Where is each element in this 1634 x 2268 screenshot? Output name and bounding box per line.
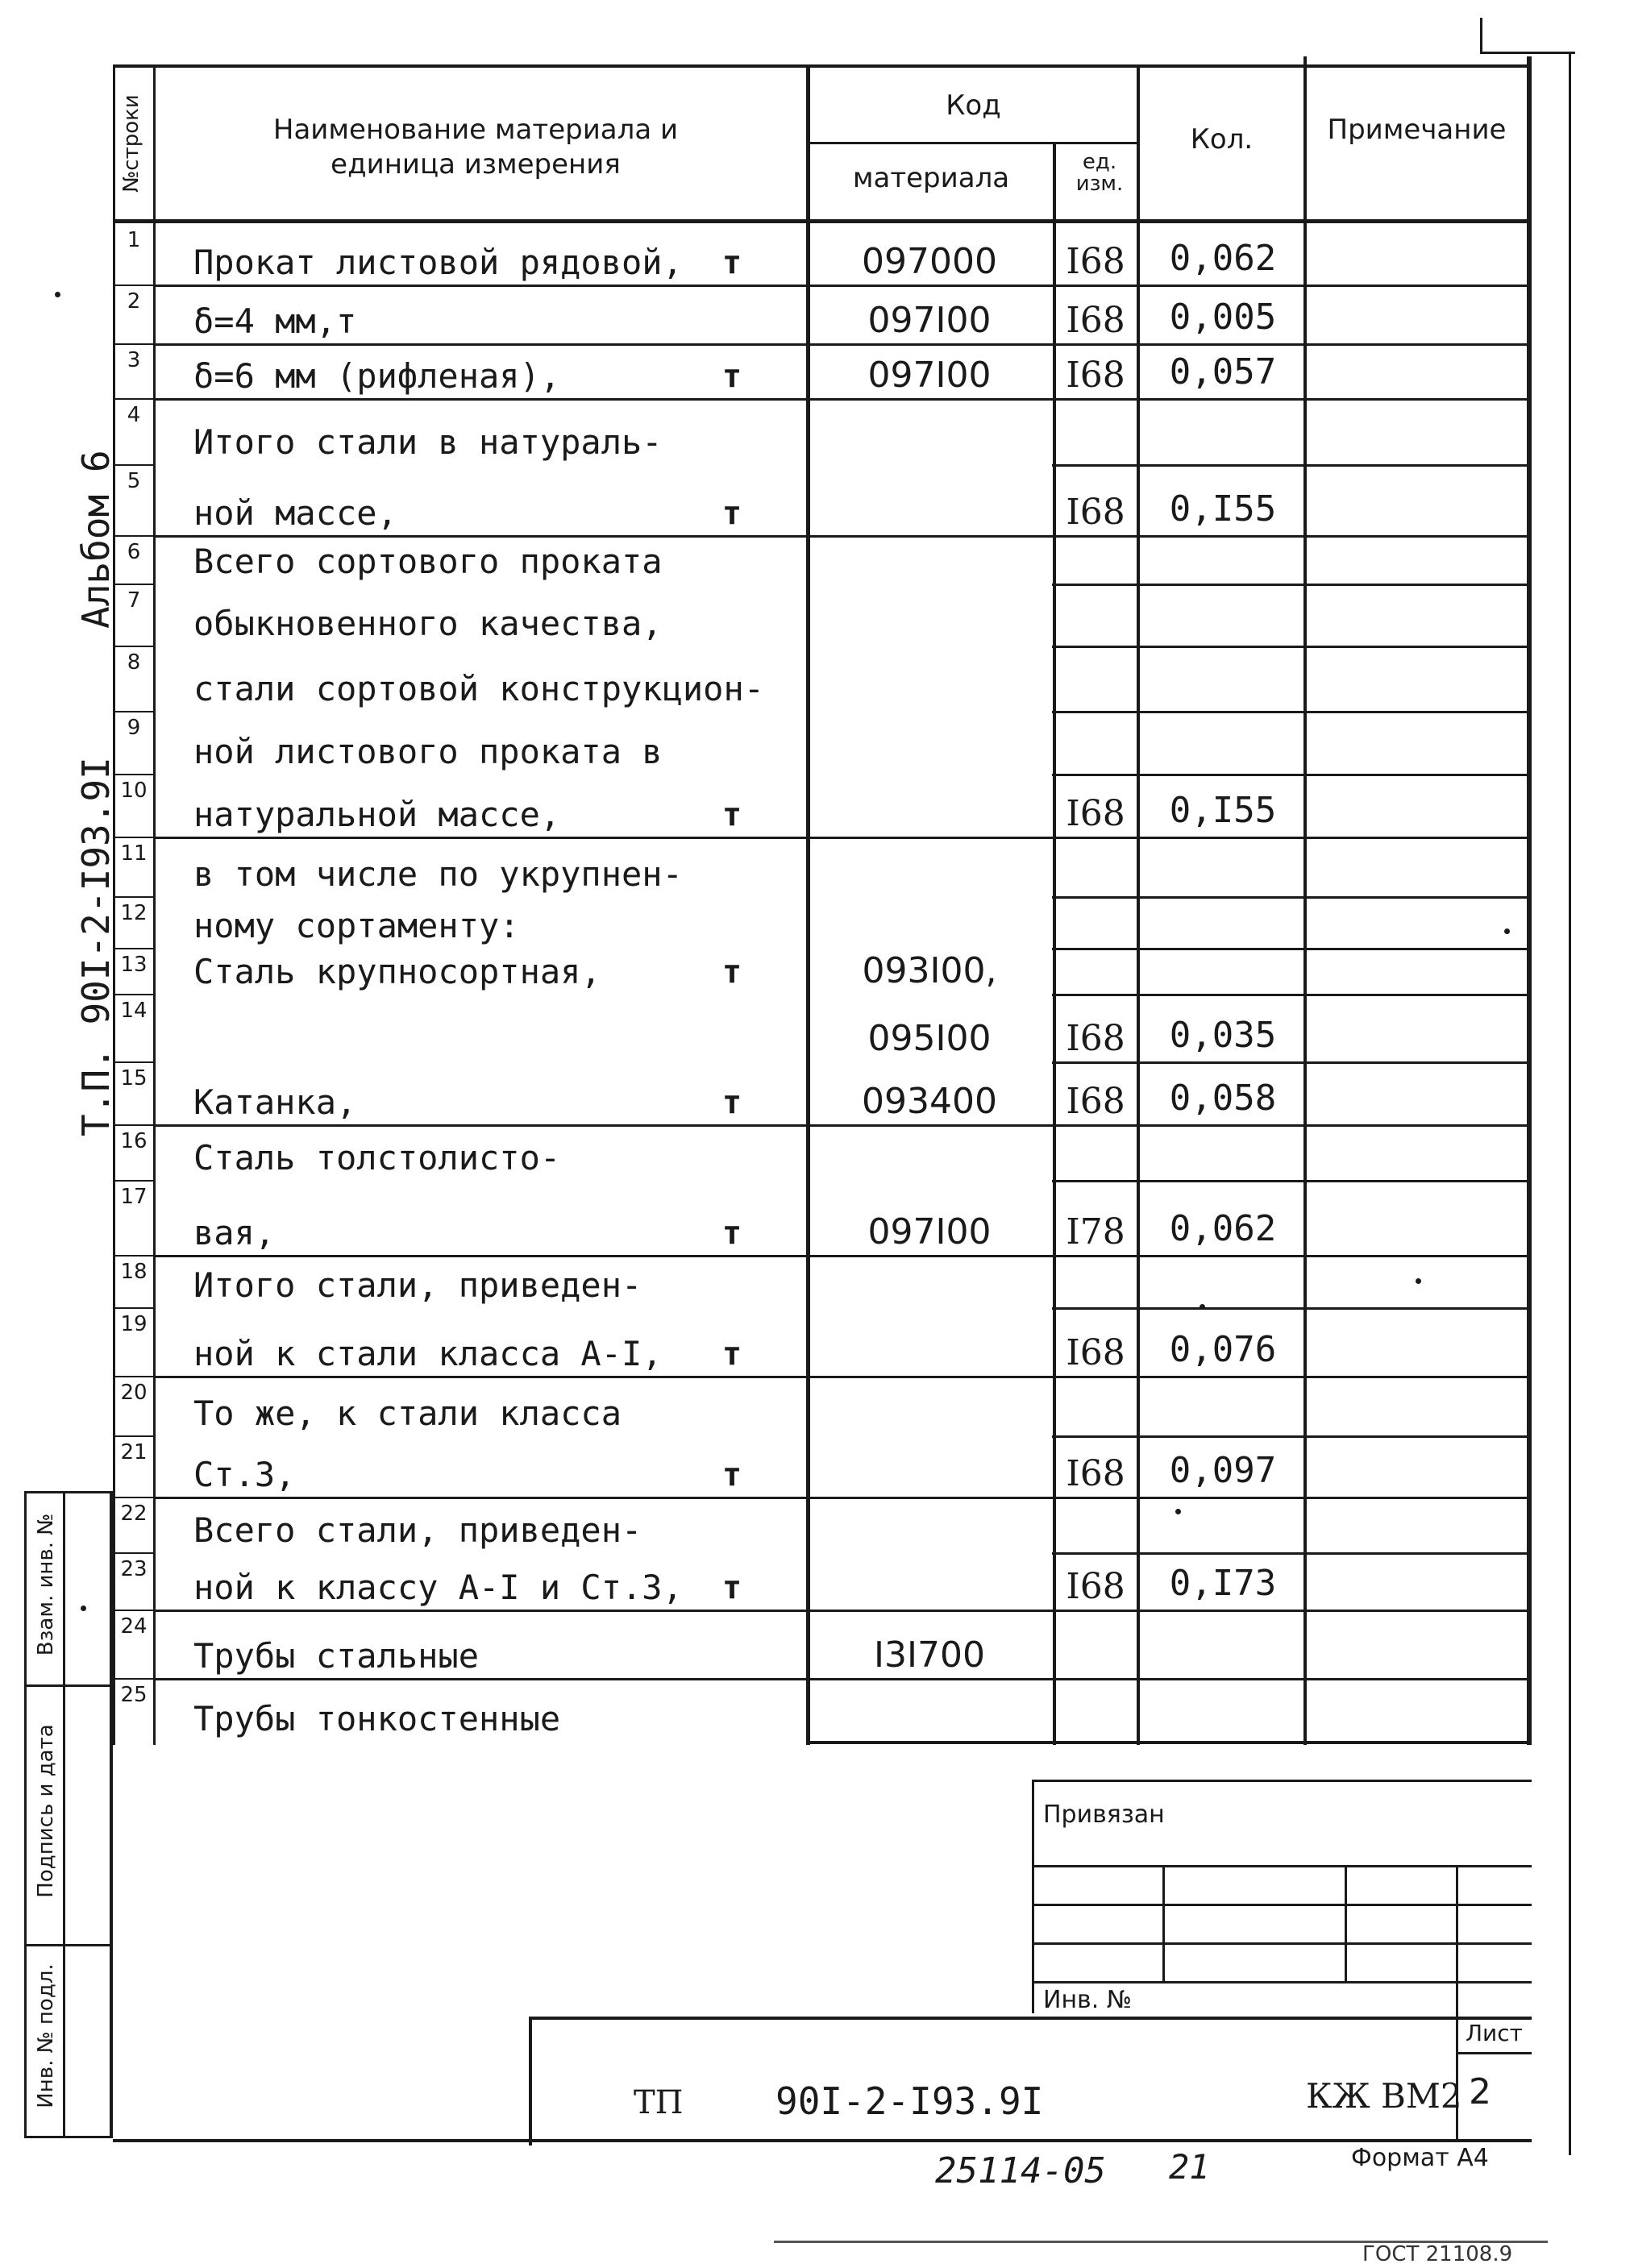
row-divider xyxy=(1052,1061,1532,1064)
margin-stamp-outer xyxy=(24,1491,27,2136)
list-label: Лист xyxy=(1466,2020,1523,2046)
row-quantity: 0,I55 xyxy=(1169,790,1277,831)
titleblock-top xyxy=(529,2017,1532,2020)
handwritten-page: 21 xyxy=(1169,2147,1210,2187)
row-quantity: 0,035 xyxy=(1169,1015,1277,1056)
row-uom-code: I68 xyxy=(1066,1453,1125,1494)
top-border-segment xyxy=(1480,52,1575,54)
row-number: 4 xyxy=(127,403,141,427)
row-number: 18 xyxy=(120,1260,148,1284)
inv-no-label: Инв. № xyxy=(1043,1986,1133,2014)
row-divider xyxy=(1052,1307,1532,1310)
row-quantity: 0,076 xyxy=(1169,1329,1277,1370)
name-column-header: Наименование материала и единица измерения xyxy=(272,114,679,181)
code-material-header: материала xyxy=(852,162,1010,194)
row-uom-code: I68 xyxy=(1066,1332,1125,1373)
row-divider xyxy=(1052,774,1532,776)
row-material-name: Трубы стальные xyxy=(193,1636,480,1676)
row-material-code: 093400 xyxy=(862,1081,997,1122)
row-quantity: 0,062 xyxy=(1169,1208,1277,1249)
rownum-separator xyxy=(113,1497,155,1498)
row-material-code: 097I00 xyxy=(867,1211,992,1252)
margin-stamp-bottom xyxy=(24,2136,113,2138)
margin-stamp-frame xyxy=(110,1491,113,2136)
row-divider xyxy=(1052,646,1532,648)
row-divider xyxy=(153,1376,1532,1378)
row-unit-t: т xyxy=(722,1456,742,1493)
row-material-code: 097I00 xyxy=(867,300,992,341)
rownum-divider xyxy=(153,64,156,1745)
privyazan-col1 xyxy=(1162,1865,1165,1981)
row-divider xyxy=(1052,1435,1532,1438)
rownum-separator xyxy=(113,711,155,712)
rownum-separator xyxy=(113,1255,155,1257)
rownum-separator xyxy=(113,1552,155,1554)
row-number: 20 xyxy=(120,1381,148,1405)
rownum-separator xyxy=(113,1678,155,1680)
rownum-separator xyxy=(113,1376,155,1377)
row-divider xyxy=(153,837,1532,839)
code-group-header: Код xyxy=(946,89,1001,122)
row-material-name: δ=6 мм (рифленая), xyxy=(193,356,561,396)
row-divider xyxy=(153,1124,1532,1127)
rownum-header: №строки xyxy=(119,94,143,193)
rownum-separator xyxy=(113,1307,155,1309)
row-quantity: 0,057 xyxy=(1169,351,1277,393)
row-number: 19 xyxy=(120,1312,148,1336)
row-unit-t: т xyxy=(722,358,742,395)
qty-header: Кол. xyxy=(1190,123,1254,156)
row-number: 24 xyxy=(120,1614,148,1639)
right-border xyxy=(1527,56,1532,1745)
row-material-name: Ст.3, xyxy=(193,1455,296,1494)
row-divider xyxy=(153,1255,1532,1257)
row-number: 11 xyxy=(120,841,148,866)
doc-number: 90I-2-I93.9I xyxy=(775,2079,1044,2123)
row-material-name: ной к стали класса А-I, xyxy=(193,1334,663,1373)
sign-date-label: Подпись и дата xyxy=(34,1724,58,1898)
vzam-inv-label: Взам. инв. № xyxy=(34,1513,58,1656)
format-label: Формат А4 xyxy=(1351,2144,1489,2172)
row-number: 8 xyxy=(127,650,141,675)
row-number: 3 xyxy=(127,348,141,372)
scan-speck xyxy=(55,292,60,297)
list-col-sep xyxy=(1456,2052,1532,2054)
row-material-name: δ=4 мм,т xyxy=(193,301,357,341)
row-number: 2 xyxy=(127,289,141,314)
project-label: Т.П. 90I-2-I93.9I xyxy=(74,757,118,1136)
rownum-separator xyxy=(113,285,155,286)
tp-label: ТП xyxy=(634,2084,684,2121)
row-unit-t: т xyxy=(722,495,742,532)
row-number: 23 xyxy=(120,1557,148,1581)
privyazan-left xyxy=(1032,1780,1034,2013)
rownum-separator xyxy=(113,398,155,400)
row-material-code: 095I00 xyxy=(867,1018,992,1059)
row-divider xyxy=(153,398,1532,401)
row-number: 1 xyxy=(127,228,141,252)
row-material-name: ному сортаменту: xyxy=(193,906,520,945)
row-material-code: I3I700 xyxy=(874,1635,985,1676)
row-material-name: ной к классу А-I и Ст.3, xyxy=(193,1568,683,1607)
row-material-name: Всего стали, приведен- xyxy=(193,1510,642,1550)
gost-label: ГОСТ 21108.9 xyxy=(1362,2242,1513,2266)
row-quantity: 0,097 xyxy=(1169,1450,1277,1491)
row-quantity: 0,I55 xyxy=(1169,488,1277,530)
row-material-name: ной листового проката в xyxy=(193,732,663,771)
rownum-separator xyxy=(113,896,155,898)
row-quantity: 0,058 xyxy=(1169,1078,1277,1119)
row-number: 9 xyxy=(127,716,141,740)
row-divider xyxy=(1052,711,1532,713)
row-number: 14 xyxy=(120,999,148,1023)
row-unit-t: т xyxy=(722,1215,742,1252)
row-material-code: 093I00, xyxy=(862,950,997,991)
header-bottom-border xyxy=(113,219,1532,223)
row-material-name: Итого стали в натураль- xyxy=(193,422,663,462)
row-uom-code: I68 xyxy=(1066,1018,1125,1059)
titleblock-left xyxy=(529,2017,532,2145)
privyazan-col3 xyxy=(1456,1865,1458,2018)
rownum-separator xyxy=(113,994,155,995)
row-uom-code: I68 xyxy=(1066,492,1125,533)
scan-speck xyxy=(1416,1278,1421,1284)
row-material-name: вая, xyxy=(193,1213,276,1252)
rownum-separator xyxy=(113,1180,155,1182)
scan-speck xyxy=(81,1605,86,1611)
row-material-name: ной массе, xyxy=(193,493,397,533)
row-divider xyxy=(1052,896,1532,899)
rownum-separator xyxy=(113,774,155,775)
table-bottom-border xyxy=(806,1741,1532,1744)
row-number: 25 xyxy=(120,1683,148,1707)
row-quantity: 0,I73 xyxy=(1169,1563,1277,1604)
rownum-separator xyxy=(113,837,155,838)
row-material-name: Итого стали, приведен- xyxy=(193,1265,642,1305)
sheet-number: 2 xyxy=(1469,2071,1491,2112)
row-divider xyxy=(153,343,1532,346)
rownum-separator xyxy=(113,535,155,537)
row-uom-code: I68 xyxy=(1066,241,1125,282)
row-uom-code: I78 xyxy=(1066,1211,1125,1252)
row-divider xyxy=(1052,994,1532,996)
row-unit-t: т xyxy=(722,244,742,281)
rownum-separator xyxy=(113,1124,155,1126)
row-material-code: 097000 xyxy=(862,241,997,282)
margin-stamp-inner xyxy=(63,1491,65,2136)
row-material-name: Трубы тонкостенные xyxy=(193,1699,561,1738)
row-quantity: 0,062 xyxy=(1169,238,1277,279)
row-material-name: стали сортовой конструкцион- xyxy=(193,669,765,708)
privyazan-col2 xyxy=(1345,1865,1347,1981)
row-number: 17 xyxy=(120,1185,148,1209)
row-number: 6 xyxy=(127,540,141,564)
row-material-name: обыкновенного качества, xyxy=(193,604,663,643)
row-material-name: То же, к стали класса xyxy=(193,1394,622,1433)
row-divider xyxy=(153,1678,1532,1680)
row-number: 13 xyxy=(120,953,148,977)
row-divider xyxy=(1052,1552,1532,1555)
row-unit-t: т xyxy=(722,796,742,833)
row-number: 21 xyxy=(120,1440,148,1464)
row-unit-t: т xyxy=(722,1569,742,1606)
rownum-separator xyxy=(113,948,155,949)
row-divider xyxy=(1052,948,1532,950)
row-unit-t: т xyxy=(722,1335,742,1373)
inv-podl-label: Инв. № подл. xyxy=(34,1963,58,2108)
row-uom-code: I68 xyxy=(1066,1081,1125,1122)
row-number: 10 xyxy=(120,779,148,803)
rownum-separator xyxy=(113,646,155,647)
row-number: 5 xyxy=(127,469,141,493)
album-label: Альбом 6 xyxy=(74,450,118,629)
row-number: 22 xyxy=(120,1502,148,1526)
code-unit-header: ед. изм. xyxy=(1075,150,1124,197)
handwritten-id: 25114-05 xyxy=(935,2150,1106,2191)
rownum-separator xyxy=(113,1435,155,1437)
row-uom-code: I68 xyxy=(1066,355,1125,396)
row-divider xyxy=(1052,584,1532,586)
row-uom-code: I68 xyxy=(1066,793,1125,834)
row-divider xyxy=(153,285,1532,287)
privyazan-label: Привязан xyxy=(1043,1801,1165,1829)
row-divider xyxy=(153,535,1532,538)
row-uom-code: I68 xyxy=(1066,300,1125,341)
row-material-name: в том числе по укрупнен- xyxy=(193,854,683,894)
row-material-code: 097I00 xyxy=(867,355,992,396)
outer-right-border xyxy=(1569,52,1571,2155)
rownum-separator xyxy=(113,1061,155,1063)
rownum-separator xyxy=(113,1610,155,1611)
row-quantity: 0,005 xyxy=(1169,297,1277,338)
row-material-name: Прокат листовой рядовой, xyxy=(193,243,683,282)
row-divider xyxy=(153,1610,1532,1612)
row-number: 15 xyxy=(120,1066,148,1090)
row-uom-code: I68 xyxy=(1066,1566,1125,1607)
scan-speck xyxy=(1200,1304,1205,1310)
row-material-name: Сталь толстолисто- xyxy=(193,1138,561,1178)
titleblock-bottom xyxy=(113,2139,1532,2142)
privyazan-top xyxy=(1032,1780,1532,1782)
row-material-name: Катанка, xyxy=(193,1082,357,1122)
rownum-separator xyxy=(113,343,155,345)
scan-speck xyxy=(1175,1509,1181,1514)
row-material-name: Всего сортового проката xyxy=(193,542,663,581)
top-tick xyxy=(1480,18,1482,53)
code-subheader-line xyxy=(806,142,1137,144)
row-divider xyxy=(153,1497,1532,1499)
scan-speck xyxy=(1504,928,1510,934)
row-unit-t: т xyxy=(722,953,742,991)
row-material-name: Сталь крупносортная, xyxy=(193,952,601,991)
row-divider xyxy=(1052,464,1532,467)
row-divider xyxy=(1052,1180,1532,1182)
row-material-name: натуральной массе, xyxy=(193,795,561,834)
row-number: 12 xyxy=(120,901,148,925)
row-number: 7 xyxy=(127,588,141,613)
table-top-border xyxy=(113,64,1532,68)
row-number: 16 xyxy=(120,1129,148,1153)
rownum-separator xyxy=(113,584,155,585)
note-header: Примечание xyxy=(1327,114,1507,146)
rownum-separator xyxy=(113,464,155,466)
doc-code: КЖ ВМ2 xyxy=(1306,2076,1462,2116)
row-unit-t: т xyxy=(722,1084,742,1121)
